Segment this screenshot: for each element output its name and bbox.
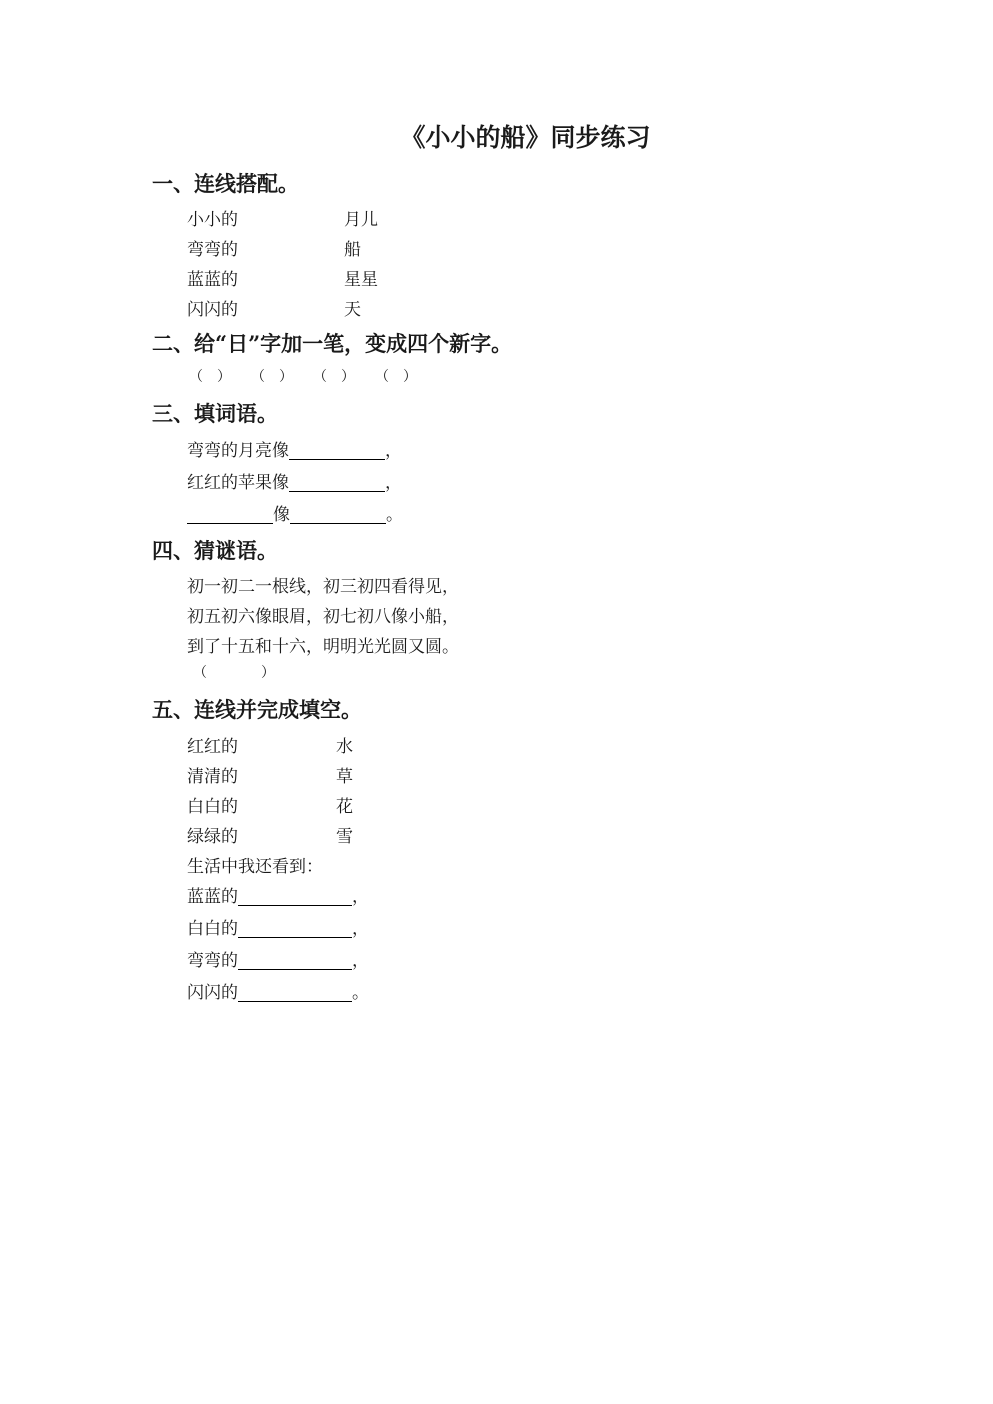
match-left-item: 红红的: [187, 737, 238, 757]
section-2-heading: 二、给“日”字加一笔，变成四个新字。: [152, 331, 513, 356]
fill-prefix: 闪闪的: [187, 983, 238, 1003]
answer-blank[interactable]: [238, 917, 352, 938]
fill-prefix: 蓝蓝的: [187, 887, 238, 907]
fill-mid: 像: [273, 505, 290, 525]
match-left-item: 白白的: [187, 797, 238, 817]
bracket-open: （: [193, 665, 207, 681]
fill-line: [187, 882, 369, 907]
match-left-item: 闪闪的: [187, 300, 238, 320]
fill-punct: ，: [385, 473, 402, 493]
match-left-item: 蓝蓝的: [187, 270, 238, 290]
fill-punct: 。: [352, 983, 369, 1003]
answer-blank[interactable]: [238, 885, 352, 906]
answer-bracket[interactable]: （ ）: [313, 369, 355, 385]
answer-blank[interactable]: [238, 949, 352, 970]
page-title: 《小小的船》同步练习: [400, 123, 651, 152]
match-right-item: 花: [336, 797, 353, 817]
prompt-text: 生活中我还看到：: [187, 857, 323, 877]
riddle-line: 初五初六像眼眉，初七初八像小船，: [187, 607, 459, 627]
riddle-line: 到了十五和十六，明明光光圆又圆。: [187, 637, 459, 657]
section-5-heading: 五、连线并完成填空。: [152, 697, 362, 722]
fill-punct: ，: [352, 951, 369, 971]
fill-prefix: 弯弯的月亮像: [187, 441, 289, 461]
match-right-item: 月儿: [344, 210, 378, 230]
section-3-heading: 三、填词语。: [152, 401, 278, 426]
fill-line: [187, 946, 369, 971]
fill-punct: ，: [352, 887, 369, 907]
answer-blank[interactable]: [187, 503, 273, 524]
match-left-item: 绿绿的: [187, 827, 238, 847]
section-1-heading: 一、连线搭配。: [152, 171, 299, 196]
fill-line: [187, 436, 402, 461]
section-4-heading: 四、猜谜语。: [152, 538, 278, 563]
fill-punct: 。: [386, 505, 403, 525]
match-right-item: 星星: [344, 270, 378, 290]
match-left-item: 弯弯的: [187, 240, 238, 260]
bracket-close: ）: [261, 665, 275, 681]
fill-line: [187, 914, 369, 939]
answer-blank[interactable]: [290, 503, 386, 524]
match-right-item: 草: [336, 767, 353, 787]
fill-punct: ，: [385, 441, 402, 461]
match-right-item: 船: [344, 240, 361, 260]
match-right-item: 雪: [336, 827, 353, 847]
fill-line: [187, 978, 369, 1003]
match-right-item: 水: [336, 737, 353, 757]
fill-line: [187, 468, 402, 493]
answer-blank[interactable]: [238, 981, 352, 1002]
fill-punct: ，: [352, 919, 369, 939]
match-left-item: 小小的: [187, 210, 238, 230]
fill-prefix: 白白的: [187, 919, 238, 939]
answer-bracket[interactable]: （ ）: [375, 369, 417, 385]
answer-blank[interactable]: [289, 439, 385, 460]
match-left-item: 清清的: [187, 767, 238, 787]
riddle-answer-bracket[interactable]: [193, 662, 275, 682]
fill-line: [187, 500, 403, 525]
fill-prefix: 红红的苹果像: [187, 473, 289, 493]
answer-bracket[interactable]: （ ）: [251, 369, 293, 385]
riddle-line: 初一初二一根线，初三初四看得见，: [187, 577, 459, 597]
answer-bracket[interactable]: （ ）: [189, 369, 231, 385]
fill-prefix: 弯弯的: [187, 951, 238, 971]
match-right-item: 天: [344, 300, 361, 320]
answer-blank[interactable]: [289, 471, 385, 492]
